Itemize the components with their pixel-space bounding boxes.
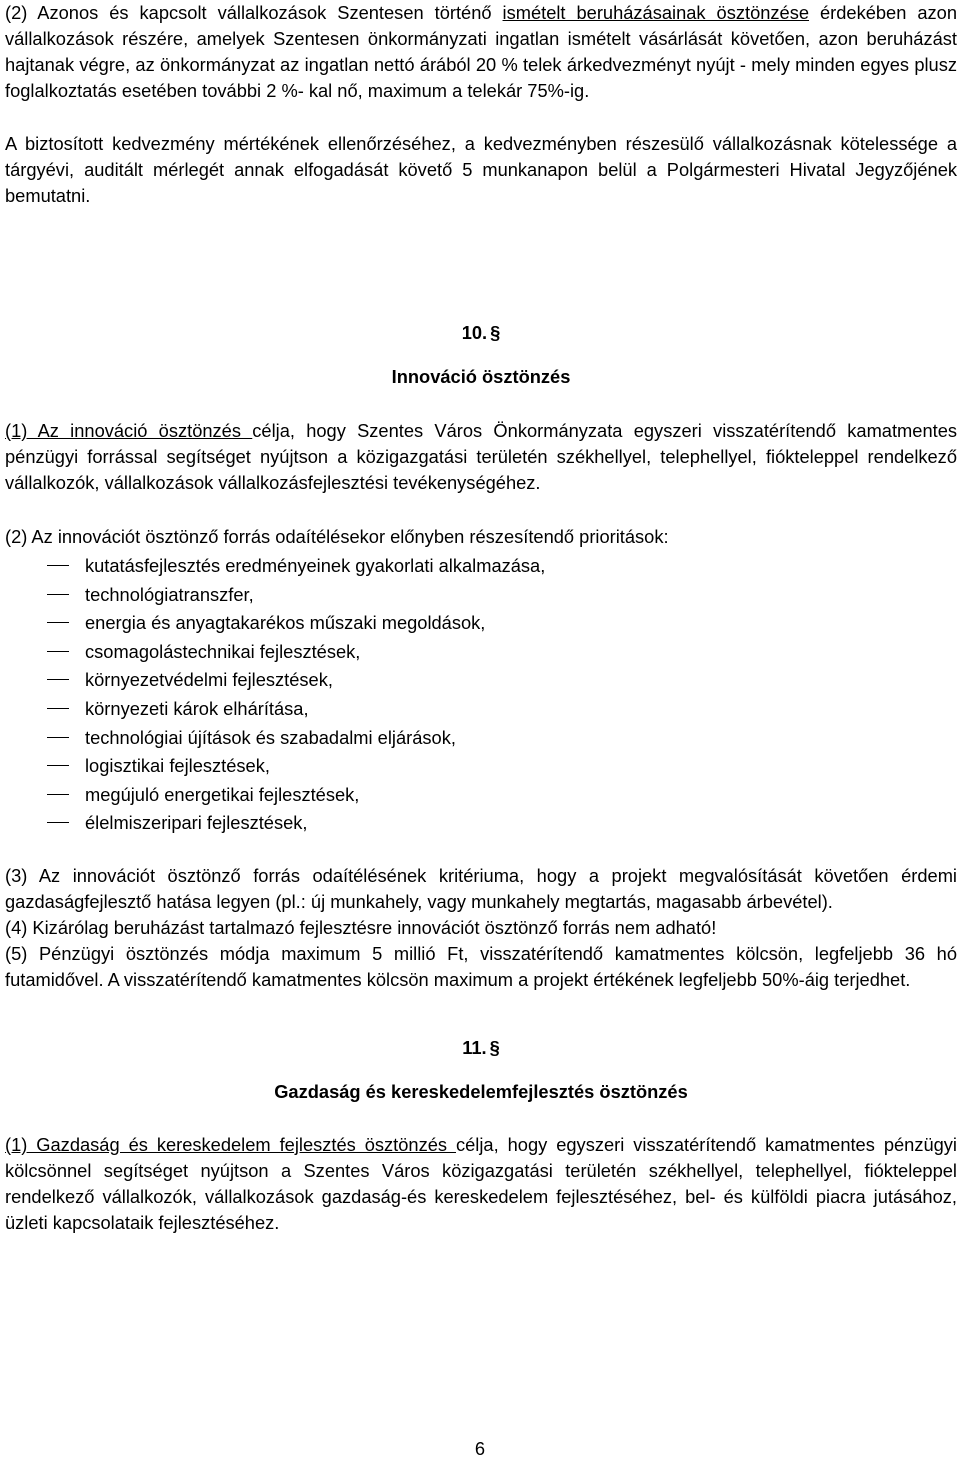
section-10-number-text: 10.: [461, 322, 488, 343]
dash-bullet: [47, 708, 69, 709]
paragraph-9-2-prefix: (2) Azonos és kapcsolt vállalkozások Szentesen történő: [5, 2, 503, 23]
section-10-number: [5, 320, 957, 346]
section-mark: §: [489, 1036, 500, 1058]
dash-bullet: [47, 737, 69, 738]
list-item-text: megújuló energetikai fejlesztések,: [85, 783, 360, 805]
paragraph-10-3: (3) Az innovációt ösztönző forrás odaítélésének kritériuma, hogy a projekt megvalósítását követően érdemi gazdaságfejlesztő hatása legyen (pl.: új munkahely, vagy munkahely megtartás, magasabb árbevétel).: [5, 864, 957, 912]
section-11-title: Gazdaság és kereskedelemfejlesztés ösztönzés: [274, 1080, 688, 1102]
paragraph-10-2-intro: (2) Az innovációt ösztönző forrás odaítélésekor előnyben részesítendő prioritások:: [5, 526, 669, 547]
list-item: [5, 696, 957, 725]
dash-bullet: [47, 679, 69, 680]
section-11-number: [5, 1035, 957, 1061]
list-item-text: élelmiszeripari fejlesztések,: [85, 812, 308, 834]
dash-bullet: [47, 765, 69, 766]
dash-bullet: [47, 822, 69, 823]
page-number: 6: [474, 1438, 486, 1459]
dash-bullet: [47, 622, 69, 623]
paragraph-9-2-suffix: érdekében azon vállalkozások részére, amelyek Szentesen önkormányzati ingatlan ismételt vásárlását követően, azon beruházást hajtanak végre, az önkormányzat az ingatlan nettó árából 20 % telek árkedvezményt nyújt - mely minden egyes plusz foglalkoztatás esetében további 2 %- kal nő, maximum a telekár 75%-ig.: [5, 2, 958, 101]
list-item-text: környezeti károk elhárítása,: [85, 697, 309, 719]
list-item-text: technológiatranszfer,: [85, 583, 254, 605]
paragraph-9-2: [5, 0, 957, 104]
paragraph-10-1-rest: célja, hogy Szentes Város Önkormányzata egyszeri visszatérítendő kamatmentes pénzügyi forrással segítséget nyújtson a közigazgatási területén székhellyel, telephellyel, fiókteleppel rendelkező vállalkozók, vállalkozások vállalkozásfejlesztési tevékenységéhez.: [5, 420, 957, 493]
list-item: [5, 782, 957, 811]
paragraph-9-2-underlined: ismételt beruházásainak ösztönzése: [502, 2, 810, 23]
list-item-text: környezetvédelmi fejlesztések,: [85, 669, 333, 691]
section-mark: §: [490, 322, 501, 343]
list-item-text: csomagolástechnikai fejlesztések,: [85, 640, 361, 662]
dash-bullet: [47, 651, 69, 652]
dash-bullet: [47, 565, 69, 566]
list-item: [5, 610, 957, 639]
priority-list: [5, 553, 957, 839]
list-item: [5, 582, 957, 611]
paragraph-9-3: A biztosított kedvezmény mértékének ellenőrzéséhez, a kedvezményben részesülő vállalkozásnak kötelessége a tárgyévi, auditált mérlegét annak elfogadását követő 5 munkanapon belül a Polgármesteri Hivatal Jegyzőjének bemutatni.: [5, 133, 957, 206]
paragraph-11-1-underlined: (1) Gazdaság és kereskedelem fejlesztés ösztönzés: [5, 1133, 456, 1155]
list-item-text: technológiai újítások és szabadalmi eljárások,: [85, 726, 456, 748]
paragraph-10-5: (5) Pénzügyi ösztönzés módja maximum 5 millió Ft, visszatérítendő kamatmentes kölcsön, legfeljebb 36 hó futamidővel. A visszatérítendő kamatmentes kölcsön maximum a projekt értékének legfeljebb 50%-áig terjedhet.: [5, 942, 957, 990]
section-11-number-text: 11.: [462, 1036, 487, 1058]
list-item: [5, 553, 957, 582]
list-item: [5, 810, 957, 839]
list-item-text: logisztikai fejlesztések,: [85, 755, 270, 777]
list-item-text: kutatásfejlesztés eredményeinek gyakorlati alkalmazása,: [85, 555, 546, 576]
list-item: [5, 753, 957, 782]
document-page: [5, 0, 957, 1236]
paragraph-10-1-underlined: (1) Az innováció ösztönzés: [5, 420, 253, 441]
section-10-title: Innováció ösztönzés: [391, 366, 571, 387]
list-item: [5, 667, 957, 696]
paragraph-11-1-rest: célja, hogy egyszeri visszatérítendő kamatmentes pénzügyi kölcsönnel segítséget nyújtson a Szentes Város közigazgatási területén székhellyel, telephellyel, fiókteleppel rendelkező vállalkozók, vállalkozások gazdaság-és kereskedelem fejlesztéséhez, bel- és külföldi piacra jutásához, üzleti kapcsolataik fejlesztéséhez.: [5, 1133, 957, 1233]
dash-bullet: [47, 594, 69, 595]
dash-bullet: [47, 794, 69, 795]
paragraph-10-1: [5, 418, 957, 496]
list-item-text: energia és anyagtakarékos műszaki megoldások,: [85, 612, 486, 634]
list-item: [5, 725, 957, 754]
paragraph-10-4: (4) Kizárólag beruházást tartalmazó fejlesztésre innovációt ösztönző forrás nem adható!: [5, 916, 717, 938]
list-item: [5, 639, 957, 668]
paragraph-11-1: [5, 1132, 957, 1236]
